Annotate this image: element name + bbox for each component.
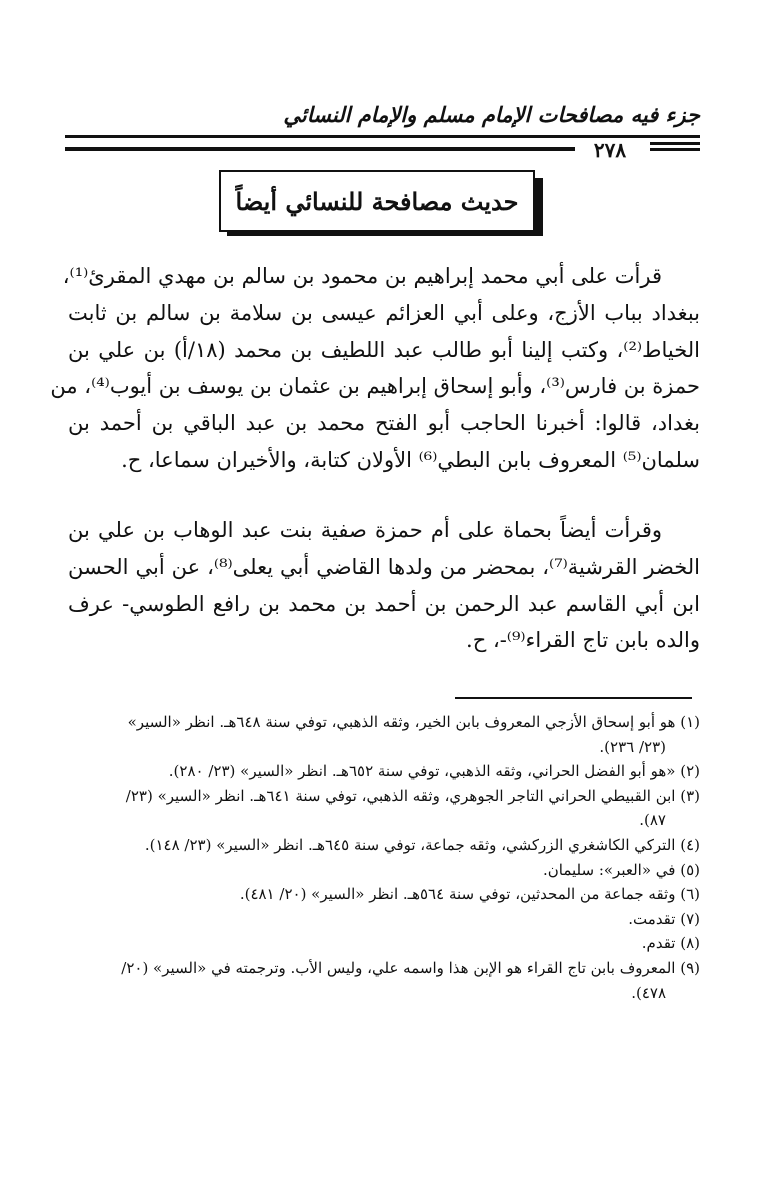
footnote-line: (١) هو أبو إسحاق الأزجي المعروف بابن الخير، وثقه الذهبي، توفي سنة ٦٤٨هـ. انظر «السير» (127, 713, 700, 731)
header-rule-bottom (65, 147, 645, 151)
footnote-line: (٢) «هو أبو الفضل الحراني، وثقه الذهبي، توفي سنة ٦٥٢هـ. انظر «السير» (٢٣/ ٢٨٠). (168, 762, 700, 781)
header-rule-right-upper (650, 142, 700, 145)
paragraph-line: ابن أبي القاسم عبد الرحمن بن أحمد بن محمد بن رافع الطوسي- عرف (68, 591, 700, 616)
footnote-line: (٩) المعروف بابن تاج القراء هو الإبن هذا واسمه علي، وليس الأب. وترجمته في «السير» (٢٠/ (121, 958, 700, 977)
footnote-line: (٨) تقدم. (641, 934, 700, 953)
footnote-line: (٤) التركي الكاشغري الزركشي، وثقه جماعة، توفي سنة ٦٤٥هـ. انظر «السير» (٢٣/ ١٤٨). (144, 835, 700, 854)
running-header-title: جزء فيه مصافحات الإمام مسلم والإمام النسائي (283, 102, 700, 127)
footnote-line: (٧) تقدمت. (628, 909, 700, 928)
footnote-line: (٣) ابن القبيطي الحراني التاجر الجوهري، وثقه الذهبي، توفي سنة ٦٤١هـ. انظر «السير» (٢٣/ (125, 786, 700, 805)
paragraph-line: وقرأت أيضاً بحماة على أم حمزة صفية بنت عبد الوهاب بن علي بن (68, 518, 662, 542)
paragraph-line: الخضر القرشية⁽⁷⁾، بمحضر من ولدها القاضي أبي يعلى⁽⁸⁾، عن أبي الحسن (68, 554, 700, 579)
paragraph-line: سلمان⁽⁵⁾ المعروف بابن البطي⁽⁶⁾ الأولان كتابة، والأخيران سماعا، ح. (121, 447, 700, 472)
paragraph-line: قرأت على أبي محمد إبراهيم بن محمود بن سالم بن مهدي المقرئ⁽¹⁾، (62, 264, 662, 288)
footnote-separator (455, 697, 692, 699)
paragraph-line: ببغداد بباب الأزج، وعلى أبي العزائم عيسى بن سلامة بن سالم بن ثابت (68, 300, 700, 325)
paragraph-line: بغداد، قالوا: أخبرنا الحاجب أبو الفتح محمد بن عبد الباقي بن أحمد بن (68, 411, 700, 436)
footnote-line: (٢٣/ ٢٣٦). (599, 737, 666, 756)
paragraph-1 (50, 258, 700, 479)
footnote-line: (٦) وثقه جماعة من المحدثين، توفي سنة ٥٦٤هـ. انظر «السير» (٢٠/ ٤٨١). (239, 885, 700, 904)
paragraph-2 (68, 512, 700, 659)
section-title: حديث مصافحة للنسائي أيضاً (235, 186, 519, 216)
section-title-box (219, 170, 535, 232)
paragraph-line: حمزة بن فارس⁽³⁾، وأبو إسحاق إبراهيم بن عثمان بن يوسف بن أيوب⁽⁴⁾، من (50, 374, 700, 399)
footnote-line: ٨٧). (639, 811, 666, 830)
paragraph-line: والده بابن تاج القراء⁽⁹⁾-، ح. (466, 628, 700, 653)
page-number: ٢٧٨ (575, 138, 645, 162)
footnote-line: (٥) في «العبر»: سليمان. (542, 860, 700, 879)
paragraph-line: الخياط⁽²⁾، وكتب إلينا أبو طالب عبد اللطيف بن محمد (١٨/أ) بن علي بن (68, 337, 700, 362)
footnotes (60, 710, 700, 1005)
header-rule-right-lower (650, 148, 700, 151)
footnote-line: ٤٧٨). (631, 983, 666, 1002)
